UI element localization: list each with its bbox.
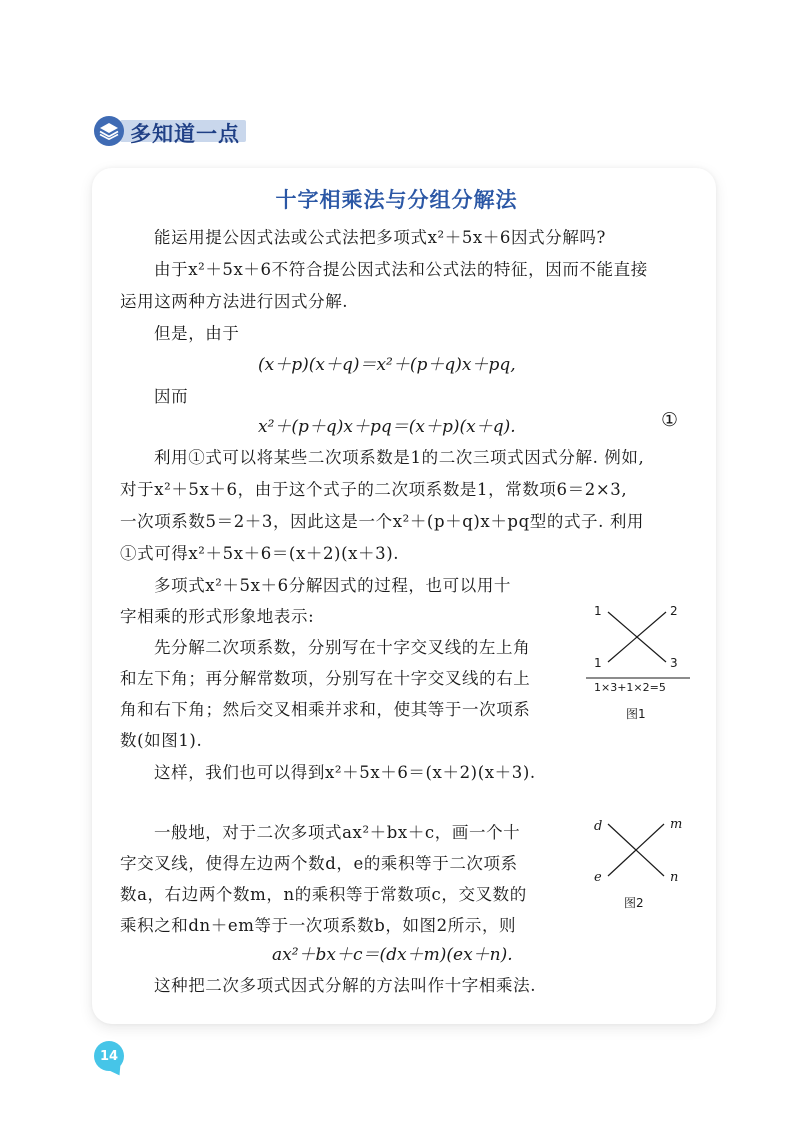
figure-1-top-left: 1 xyxy=(594,604,602,618)
figure-1-caption: 图1 xyxy=(626,707,646,721)
paragraph-9-line-3: 数a，右边两个数m，n的乘积等于常数项c，交叉数的 xyxy=(120,885,527,904)
paragraph-9-line-4: 乘积之和dn＋em等于一次项系数b，如图2所示，则 xyxy=(120,916,517,935)
figure-1 xyxy=(586,600,696,730)
figure-2-bottom-left: e xyxy=(594,870,602,885)
equation-1: (x＋p)(x＋q)＝x²＋(p＋q)x＋pq, xyxy=(258,355,516,375)
paragraph-9-line-2: 字交叉线，使得左边两个数d，e的乘积等于二次项系 xyxy=(120,854,518,873)
paragraph-5-line-4: ①式可得x²＋5x＋6＝(x＋2)(x＋3). xyxy=(120,544,400,563)
paragraph-6-line-2: 字相乘的形式形象地表示: xyxy=(120,607,315,626)
paragraph-5-line-3: 一次项系数5＝2＋3，因此这是一个x²＋(p＋q)x＋pq型的式子. 利用 xyxy=(120,512,645,531)
paragraph-2-line-2: 运用这两种方法进行因式分解. xyxy=(120,292,349,311)
paragraph-5-line-1: 利用①式可以将某些二次项系数是1的二次三项式因式分解. 例如, xyxy=(154,448,645,467)
paragraph-9-line-1: 一般地，对于二次多项式ax²＋bx＋c，画一个十 xyxy=(154,823,521,842)
paragraph-4: 因而 xyxy=(154,387,189,406)
figure-2-bottom-right: n xyxy=(670,870,679,885)
paragraph-2-line-1: 由于x²＋5x＋6不符合提公因式法和公式法的特征，因而不能直接 xyxy=(154,260,648,279)
section-title: 十字相乘法与分组分解法 xyxy=(275,188,518,212)
figure-1-bottom-left: 1 xyxy=(594,656,602,670)
paragraph-8: 这样，我们也可以得到x²＋5x＋6＝(x＋2)(x＋3). xyxy=(154,763,536,782)
equation-number: ① xyxy=(661,409,679,431)
paragraph-1: 能运用提公因式法或公式法把多项式x²＋5x＋6因式分解吗? xyxy=(154,228,606,247)
tag-label: 多知道一点 xyxy=(130,122,240,146)
paragraph-7-line-1: 先分解二次项系数，分别写在十字交叉线的左上角 xyxy=(154,638,531,657)
page-number: 14 xyxy=(94,1041,124,1071)
equation-2: x²＋(p＋q)x＋pq＝(x＋p)(x＋q). xyxy=(258,417,516,437)
figure-1-sum: 1×3+1×2=5 xyxy=(594,681,666,694)
figure-1-top-right: 2 xyxy=(670,604,678,618)
paragraph-6-line-1: 多项式x²＋5x＋6分解因式的过程，也可以用十 xyxy=(154,576,512,595)
paragraph-7-line-2: 和左下角；再分解常数项，分别写在十字交叉线的右上 xyxy=(120,669,531,688)
paragraph-7-line-4: 数(如图1). xyxy=(120,731,203,750)
paragraph-3: 但是，由于 xyxy=(154,324,240,343)
section-tag xyxy=(94,116,250,146)
equation-3: ax²＋bx＋c＝(dx＋m)(ex＋n). xyxy=(272,945,513,965)
paragraph-7-line-3: 角和右下角；然后交叉相乘并求和，使其等于一次项系 xyxy=(120,700,531,719)
figure-2-caption: 图2 xyxy=(624,896,644,910)
figure-2 xyxy=(588,814,698,914)
stacked-layers-icon xyxy=(94,116,124,146)
figure-1-cross xyxy=(586,600,696,680)
paragraph-10: 这种把二次多项式因式分解的方法叫作十字相乘法. xyxy=(154,976,537,995)
figure-1-bottom-right: 3 xyxy=(670,656,678,670)
figure-2-top-right: m xyxy=(670,817,683,832)
paragraph-5-line-2: 对于x²＋5x＋6，由于这个式子的二次项系数是1，常数项6＝2×3, xyxy=(120,480,628,499)
figure-2-top-left: d xyxy=(594,819,603,834)
